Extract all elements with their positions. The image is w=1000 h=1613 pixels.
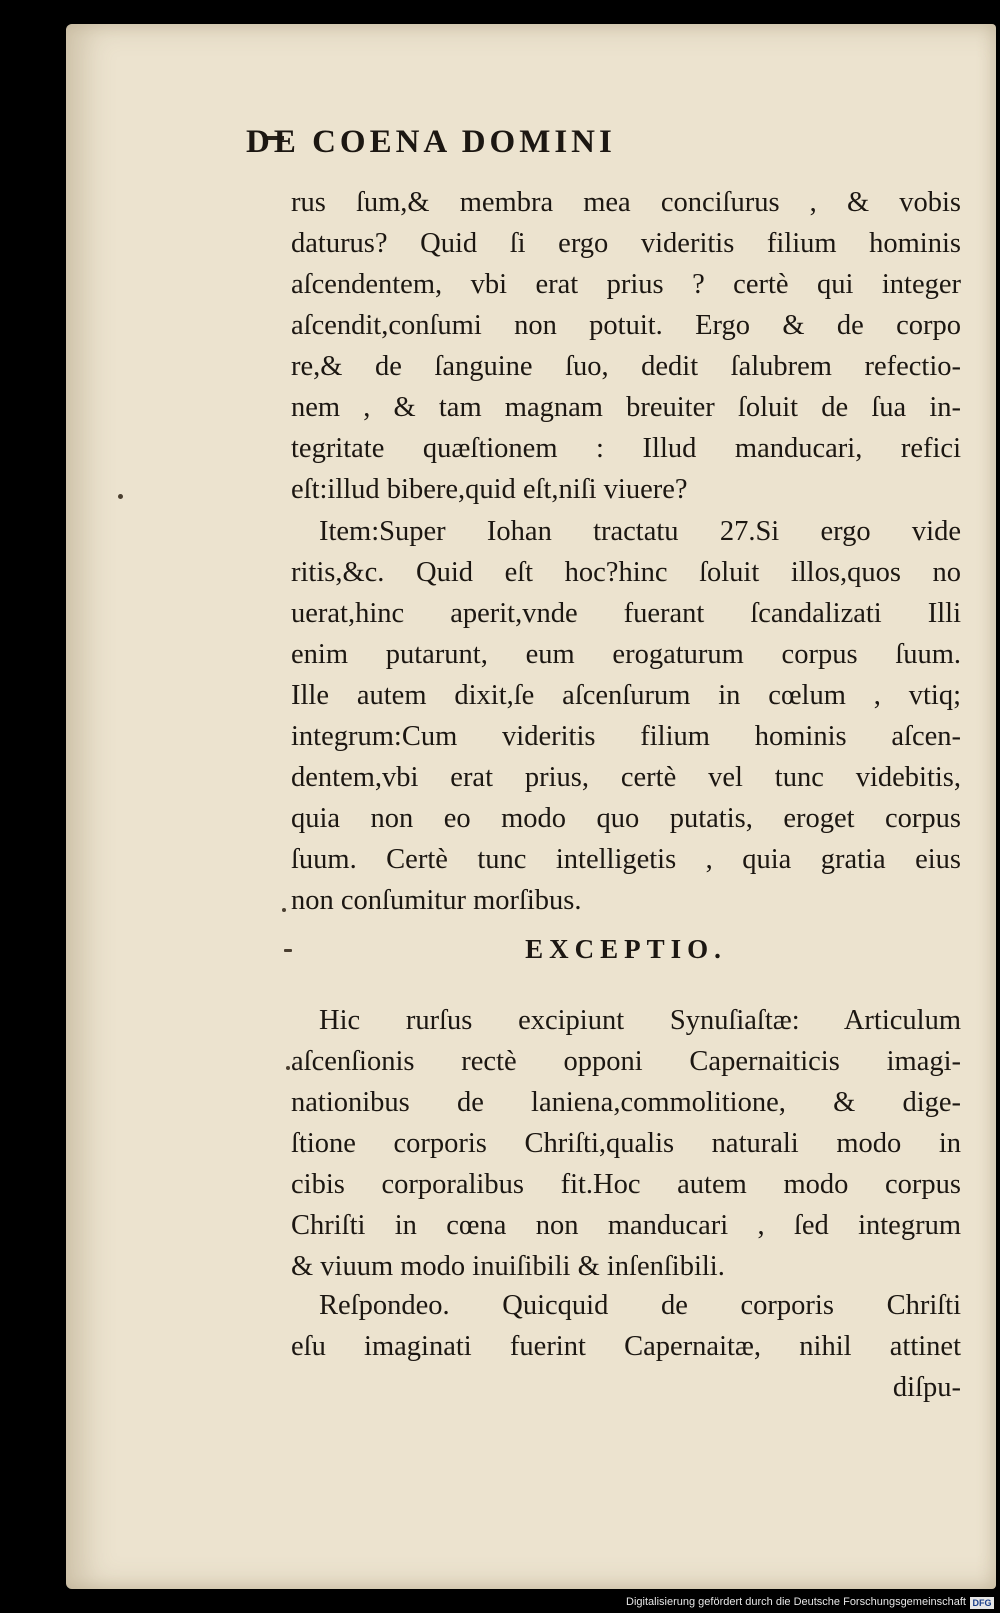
book-page — [66, 24, 996, 1589]
scan-speck — [286, 1066, 290, 1070]
text-line: eſt:illud bibere,quid eſt,niſi viuere? — [291, 474, 688, 505]
scan-speck — [284, 949, 292, 952]
text-line: aſcendit,conſumi non potuit. Ergo & de corpo — [291, 310, 961, 341]
text-line: tegritate quæſtionem : Illud manducari, refici — [291, 433, 961, 464]
text-line: daturus? Quid ſi ergo videritis filium hominis — [291, 228, 961, 259]
text-line: aſcenſionis rectè opponi Capernaiticis imagi- — [291, 1046, 961, 1077]
text-line: enim putarunt, eum erogaturum corpus ſuum. — [291, 639, 961, 670]
scan-speck — [118, 494, 123, 499]
text-line: dentem,vbi erat prius, certè vel tunc videbitis, — [291, 762, 961, 793]
text-line: rus ſum,& membra mea conciſurus , & vobis — [291, 187, 961, 218]
running-head: DE COENA DOMINI — [246, 124, 616, 160]
text-line: cibis corporalibus fit.Hoc autem modo corpus — [291, 1169, 961, 1200]
text-line: Chriſti in cœna non manducari , ſed integrum — [291, 1210, 961, 1241]
text-line: uerat,hinc aperit,vnde fuerant ſcandalizati Illi — [291, 598, 961, 629]
text-line: Ille autem dixit,ſe aſcenſurum in cœlum , vtiq; — [291, 680, 961, 711]
text-line: ſtione corporis Chriſti,qualis naturali modo in — [291, 1128, 961, 1159]
text-line: non conſumitur morſibus. — [291, 885, 582, 916]
dfg-logo: DFG — [970, 1597, 994, 1609]
paragraph-2 — [291, 511, 961, 921]
text-line: nem , & tam magnam breuiter ſoluit de ſua in- — [291, 392, 961, 423]
paragraph-1 — [291, 182, 961, 510]
text-line: Item:Super Iohan tractatu 27.Si ergo vide — [319, 516, 961, 547]
text-line: quia non eo modo quo putatis, eroget corpus — [291, 803, 961, 834]
digitization-credit: Digitalisierung gefördert durch die Deutsche Forschungsgemeinschaft — [626, 1596, 966, 1608]
text-line: Hic rurſus excipiunt Synuſiaſtæ: Articulum — [319, 1005, 961, 1036]
catchword: diſpu- — [892, 1372, 961, 1403]
text-line: ſuum. Certè tunc intelligetis , quia gratia eius — [291, 844, 961, 875]
text-line: aſcendentem, vbi erat prius ? certè qui integer — [291, 269, 961, 300]
text-line: integrum:Cum videritis filium hominis aſcen- — [291, 721, 961, 752]
text-line: eſu imaginati fuerint Capernaitæ, nihil attinet — [291, 1331, 961, 1362]
text-line: re,& de ſanguine ſuo, dedit ſalubrem refectio- — [291, 351, 961, 382]
scan-speck — [282, 908, 286, 912]
page-content — [66, 24, 996, 1589]
text-line: & viuum modo inuiſibili & inſenſibili. — [291, 1251, 725, 1282]
footer-bar — [0, 1589, 1000, 1613]
paragraph-3 — [291, 1000, 961, 1287]
text-line: Reſpondeo. Quicquid de corporis Chriſti — [319, 1290, 961, 1321]
paragraph-4 — [291, 1285, 961, 1408]
section-heading: EXCEPTIO. — [525, 934, 727, 964]
text-line: nationibus de laniena,commolitione, & dige- — [291, 1087, 961, 1118]
text-line: ritis,&c. Quid eſt hoc?hinc ſoluit illos,quos no — [291, 557, 961, 588]
